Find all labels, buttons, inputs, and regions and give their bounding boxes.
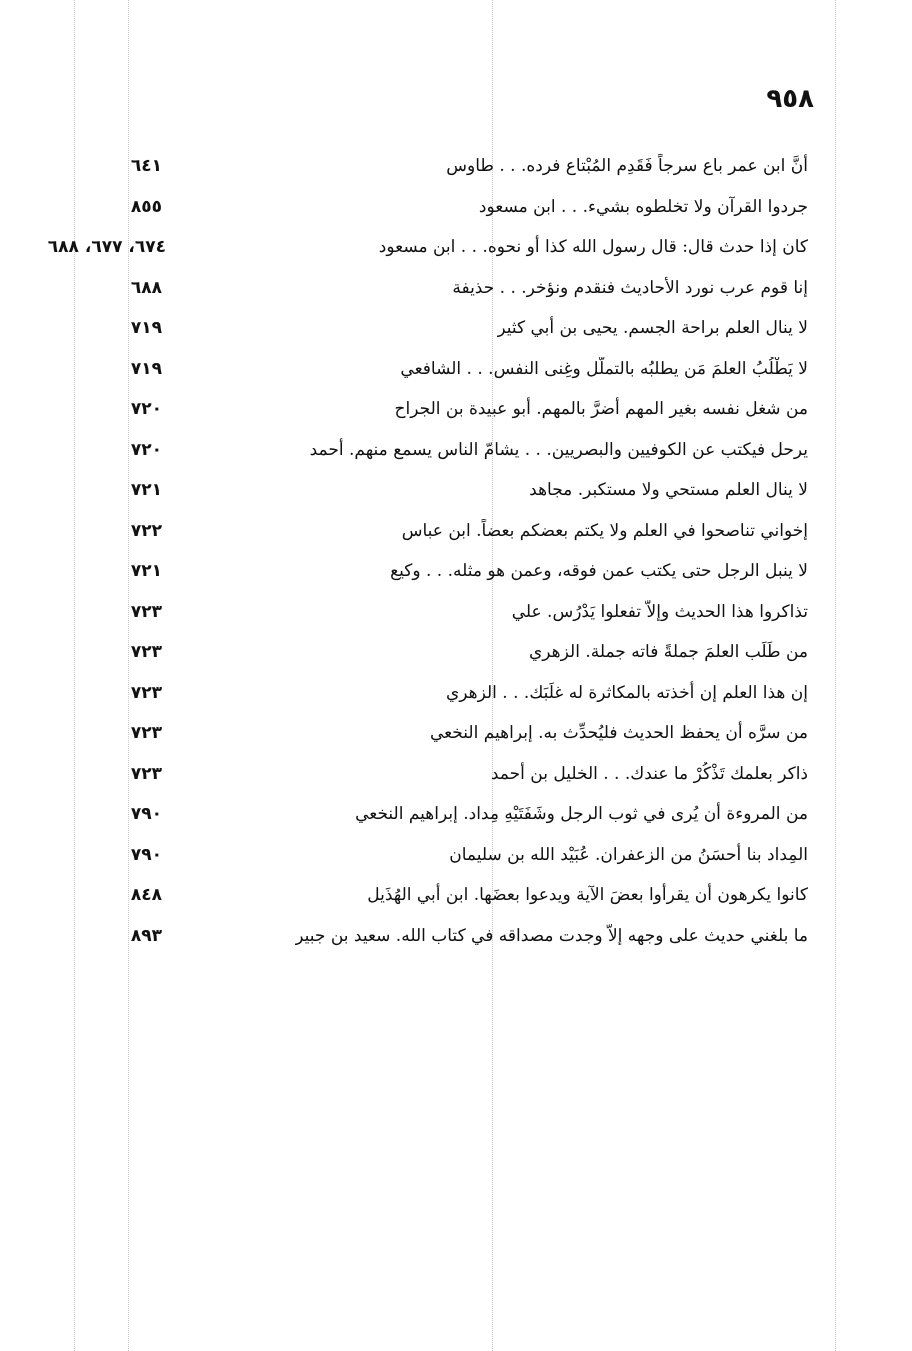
page-reference: ٧٢٣ bbox=[130, 682, 162, 703]
quote-text: إن هذا العلم إن أخذته بالمكاثرة له غلَبَك. . . الزهري bbox=[445, 682, 808, 703]
page-reference: ٦٨٨ bbox=[130, 277, 162, 298]
quote-text: جردوا القرآن ولا تخلطوه بشيء. . . ابن مسعود bbox=[478, 196, 808, 217]
list-item bbox=[0, 393, 912, 434]
quote-text: من طَلَب العلمَ جملةً فاته جملة. الزهري bbox=[528, 642, 808, 662]
list-item bbox=[0, 434, 912, 475]
quote-text: لا يَطْلُبُ العلمَ مَن يطلبُه بالتملُّل وغِنى النفس. . . الشافعي bbox=[400, 358, 808, 379]
list-item bbox=[0, 555, 912, 596]
page-reference: ٧٢١ bbox=[130, 480, 162, 500]
list-item bbox=[0, 879, 912, 920]
quote-text: تذاكروا هذا الحديث وإلاَّ تفعلوا يَدْرُس. علي bbox=[511, 601, 808, 622]
list-item bbox=[0, 515, 912, 556]
quote-text: المِداد بنا أحسَنُ من الزعفران. عُبَيْد الله بن سليمان bbox=[449, 844, 808, 865]
quote-text: من المروءة أن يُرى في ثوب الرجل وشَفَتَيْهِ مِداد. إبراهيم النخعي bbox=[355, 804, 808, 824]
list-item bbox=[0, 717, 912, 758]
quote-text: كانوا يكرهون أن يقرأوا بعضَ الآية ويدعوا بعضَها. ابن أبي الهُذَيل bbox=[367, 885, 808, 905]
page-reference: ٧٢٠ bbox=[130, 439, 162, 460]
page-reference: ٧١٩ bbox=[130, 358, 162, 379]
list-item bbox=[0, 758, 912, 799]
page-reference: ٧٩٠ bbox=[130, 844, 162, 865]
page-reference: ٦٧٤، ٦٧٧، ٦٨٨ bbox=[47, 237, 166, 257]
quote-text: ما بلغني حديث على وجهه إلاَّ وجدت مصداقه في كتاب الله. سعيد بن جبير bbox=[295, 925, 808, 946]
page-reference: ٧٢٣ bbox=[130, 642, 162, 662]
quote-text: أنَّ ابن عمر باع سرجاً فَقَدِم المُبْتاع فرده. . . طاوس bbox=[446, 156, 808, 176]
page-reference: ٧٢٠ bbox=[130, 399, 162, 419]
page-number: ٩٥٨ bbox=[766, 84, 814, 114]
quote-text: يرحل فيكتب عن الكوفيين والبصريين. . . يشامّ الناس يسمع منهم. أحمد bbox=[309, 439, 808, 460]
list-item bbox=[0, 636, 912, 677]
quote-text: كان إذا حدث قال: قال رسول الله كذا أو نحوه. . . ابن مسعود bbox=[378, 237, 808, 257]
list-item bbox=[0, 150, 912, 191]
list-item bbox=[0, 353, 912, 394]
page-reference: ٧٢٣ bbox=[130, 763, 162, 784]
quote-text: من شغل نفسه بغير المهم أضرَّ بالمهم. أبو عبيدة بن الجراح bbox=[394, 399, 808, 419]
list-item bbox=[0, 677, 912, 718]
quote-text: لا ينال العلم مستحي ولا مستكبر. مجاهد bbox=[529, 480, 808, 500]
list-item bbox=[0, 272, 912, 313]
list-item bbox=[0, 312, 912, 353]
page-reference: ٧٢٢ bbox=[130, 520, 162, 541]
page-reference: ٧١٩ bbox=[130, 318, 162, 338]
list-item bbox=[0, 839, 912, 880]
page-reference: ٧٩٠ bbox=[130, 804, 162, 824]
page-reference: ٧٢١ bbox=[130, 561, 162, 581]
page-reference: ٨٤٨ bbox=[130, 885, 162, 905]
quote-text: إخواني تناصحوا في العلم ولا يكتم بعضكم بعضاً. ابن عباس bbox=[401, 520, 808, 541]
quote-text: من سرَّه أن يحفظ الحديث فليُحدِّث به. إبراهيم النخعي bbox=[429, 723, 808, 743]
quote-text: إنا قوم عرب نورد الأحاديث فنقدم ونؤخر. . . حذيفة bbox=[452, 277, 808, 298]
quote-text: لا ينبل الرجل حتى يكتب عمن فوقه، وعمن هو مثله. . . وكيع bbox=[390, 561, 808, 581]
quote-index-list bbox=[0, 150, 912, 960]
list-item bbox=[0, 474, 912, 515]
page-reference: ٦٤١ bbox=[130, 156, 162, 176]
list-item bbox=[0, 798, 912, 839]
list-item bbox=[0, 596, 912, 637]
list-item bbox=[0, 920, 912, 961]
list-item bbox=[0, 191, 912, 232]
quote-text: لا ينال العلم براحة الجسم. يحيى بن أبي كثير bbox=[497, 318, 808, 338]
list-item bbox=[0, 231, 912, 272]
page-reference: ٧٢٣ bbox=[130, 601, 162, 622]
page-reference: ٨٩٣ bbox=[130, 925, 162, 946]
quote-text: ذاكر بعلمك تَذْكُرْ ما عندك. . . الخليل بن أحمد bbox=[490, 763, 808, 784]
page-reference: ٧٢٣ bbox=[130, 723, 162, 743]
page-reference: ٨٥٥ bbox=[130, 196, 162, 217]
